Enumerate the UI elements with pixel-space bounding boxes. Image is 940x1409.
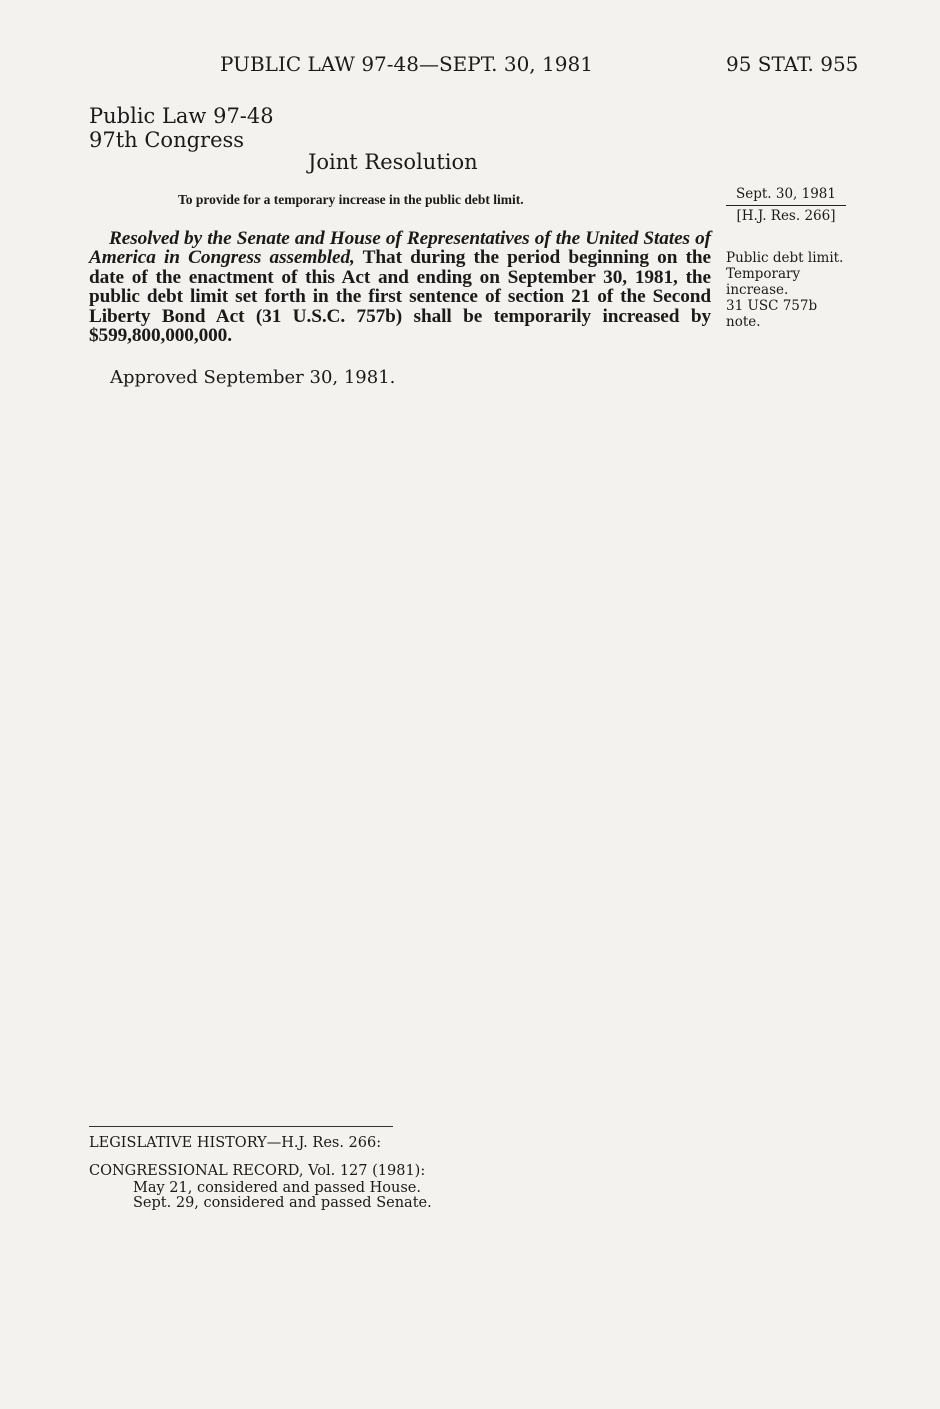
history-action: May 21, considered and passed House.	[133, 1180, 421, 1196]
legislative-history-title: LEGISLATIVE HISTORY—H.J. Res. 266:	[89, 1135, 382, 1151]
approval-date: Approved September 30, 1981.	[110, 367, 396, 388]
sidebar-date-block	[726, 186, 846, 225]
resolution-body	[89, 229, 711, 345]
margin-note: 31 USC 757b	[726, 298, 818, 314]
running-head: PUBLIC LAW 97-48—SEPT. 30, 1981	[220, 52, 593, 76]
margin-notes	[726, 250, 843, 330]
congressional-record: CONGRESSIONAL RECORD, Vol. 127 (1981):	[89, 1163, 426, 1179]
resolution-number: [H.J. Res. 266]	[736, 208, 836, 224]
margin-note: increase.	[726, 282, 789, 298]
statute-reference: 95 STAT. 955	[726, 52, 859, 76]
congress-label: 97th Congress	[89, 128, 245, 152]
enactment-date: Sept. 30, 1981	[735, 186, 836, 202]
margin-note: Public debt limit.	[726, 250, 844, 266]
footnote-divider	[89, 1126, 393, 1127]
resolution-text: That during the period beginning on the date of the enactment of this Act and ending on September 30, 1981, the public debt limit set forth in the first sentence of section 21 of the Second Liberty Bond Act (31 U.S.C. 757b) shall be temporarily increased by $599,800,000,000.	[89, 247, 712, 347]
enacting-clause: Resolved by the Senate and House of Representatives of the United States of America in Congress assembled,	[89, 228, 711, 269]
margin-note: note.	[726, 314, 761, 330]
public-law-number: Public Law 97-48	[89, 104, 274, 128]
date-divider	[726, 205, 846, 206]
history-action: Sept. 29, considered and passed Senate.	[133, 1195, 432, 1211]
purpose-statement: To provide for a temporary increase in the public debt limit.	[178, 192, 524, 207]
document-type-title: Joint Resolution	[308, 150, 478, 174]
margin-note: Temporary	[726, 266, 801, 282]
